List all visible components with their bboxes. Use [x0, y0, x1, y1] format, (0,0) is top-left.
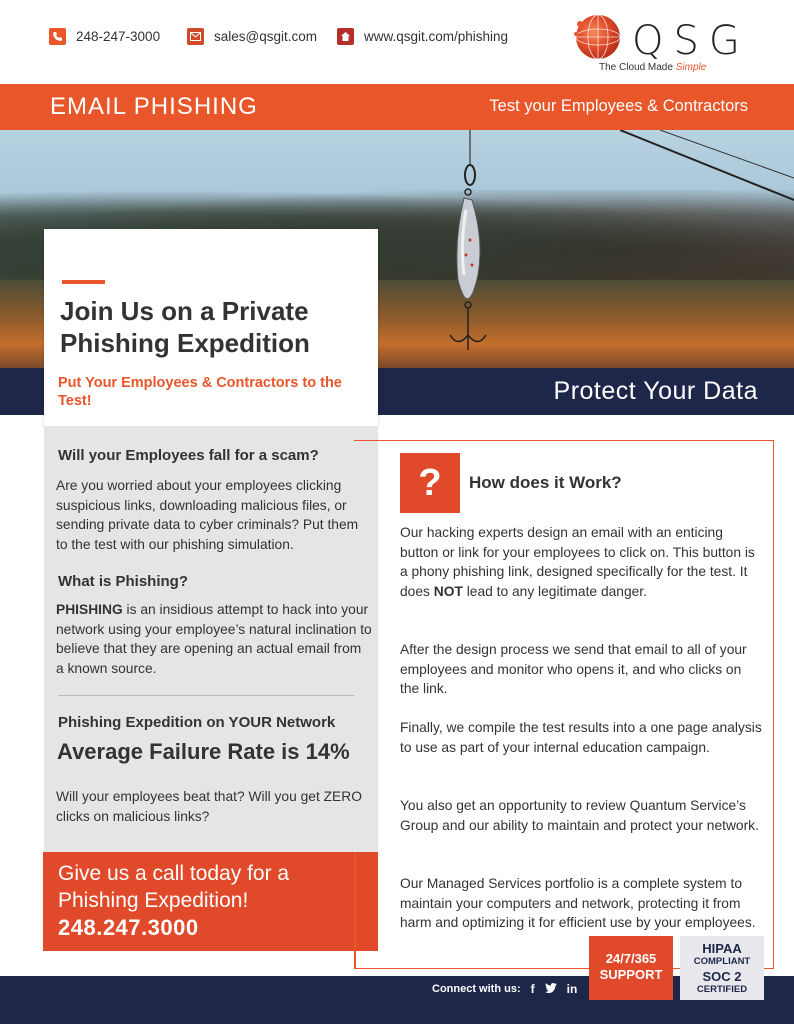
qsg-logo	[572, 12, 762, 78]
soc-label: SOC 2	[702, 969, 742, 984]
phone-icon	[49, 28, 66, 45]
call-to-action[interactable]	[43, 852, 378, 951]
footer	[0, 976, 794, 1024]
envelope-icon	[187, 28, 204, 45]
twitter-icon[interactable]	[545, 982, 557, 996]
failure-rate: Average Failure Rate is 14%	[57, 739, 350, 764]
card-title: Join Us on a Private Phishing Expedition	[60, 296, 310, 358]
question-icon: ?	[400, 453, 460, 513]
how-paragraph-4: You also get an opportunity to review Quantum Service’s Group and our ability to maintain and protect your network.	[400, 798, 759, 833]
email-text[interactable]: sales@qsgit.com	[214, 29, 317, 44]
band-subtitle: Test your Employees & Contractors	[489, 97, 748, 115]
divider	[58, 695, 354, 696]
scam-heading: Will your Employees fall for a scam?	[58, 447, 319, 464]
home-icon	[337, 28, 354, 45]
scam-text: Are you worried about your employees clicking suspicious links, downloading malicious files, or sending private data to cyber criminals? Put them to the test with our phishing simulation.	[56, 478, 359, 552]
challenge-text: Will your employees beat that? Will you get ZERO clicks on malicious links?	[56, 789, 362, 824]
band-title: EMAIL PHISHING	[50, 93, 258, 120]
title-band	[0, 84, 794, 130]
how-paragraph-5: Our Managed Services portfolio is a complete system to maintain your computers and network, protecting it from harm and optimizing it for efficient use by your employees.	[400, 876, 756, 930]
fishing-lure-icon	[420, 130, 520, 368]
how-paragraph-2: After the design process we send that email to all of your employees and monitor who opens it, and who clicks on the link.	[400, 642, 747, 696]
globe-logo-icon	[572, 12, 624, 62]
contact-bar	[0, 0, 794, 84]
support-hours: 24/7/365	[605, 951, 657, 966]
how-paragraph-3: Finally, we compile the test results into a one page analysis to use as part of your internal education campaign.	[400, 720, 762, 755]
facebook-icon[interactable]: f	[530, 982, 535, 996]
phone-text[interactable]: 248-247-3000	[76, 29, 161, 44]
accent-bar	[62, 280, 105, 284]
card-subtitle: Put Your Employees & Contractors to the Test!	[58, 375, 342, 409]
protect-title: Protect Your Data	[553, 377, 758, 405]
how-paragraph-1: Our hacking experts design an email with an enticing button or link for your employees to click on. This button is a phony phishing link, designed specifically for the test. It does NOT lead to any legitimate danger.	[400, 525, 755, 599]
box-left-border	[354, 852, 356, 969]
support-badge	[589, 936, 673, 1000]
connect-label: Connect with us:	[432, 983, 521, 995]
compliance-badge	[680, 936, 764, 1000]
compliant-label: COMPLIANT	[693, 956, 751, 967]
logo-tagline: The Cloud Made Simple	[599, 62, 707, 73]
phone-contact[interactable]	[49, 28, 160, 45]
certified-label: CERTIFIED	[696, 984, 748, 995]
website-contact[interactable]	[337, 28, 508, 45]
support-label: SUPPORT	[599, 967, 663, 982]
website-text[interactable]: www.qsgit.com/phishing	[364, 29, 509, 44]
expedition-heading: Phishing Expedition on YOUR Network	[58, 714, 336, 731]
social-links	[432, 982, 577, 996]
cta-phone[interactable]: 248.247.3000	[58, 915, 199, 940]
hipaa-label: HIPAA	[702, 941, 742, 956]
info-panel	[44, 426, 378, 852]
what-is-phishing-heading: What is Phishing?	[58, 573, 188, 590]
fishing-line	[620, 130, 794, 210]
email-contact[interactable]	[187, 28, 317, 45]
intro-card	[44, 229, 378, 426]
how-heading: How does it Work?	[469, 473, 622, 492]
phishing-definition: PHISHING is an insidious attempt to hack into your network using your employee’s natural inclination to believe that they are opening an actual email from a known source.	[56, 602, 372, 676]
linkedin-icon[interactable]: in	[566, 982, 578, 996]
logo-wordmark: QSG	[632, 18, 750, 64]
cta-text: Give us a call today for a Phishing Expedition!	[58, 862, 290, 912]
